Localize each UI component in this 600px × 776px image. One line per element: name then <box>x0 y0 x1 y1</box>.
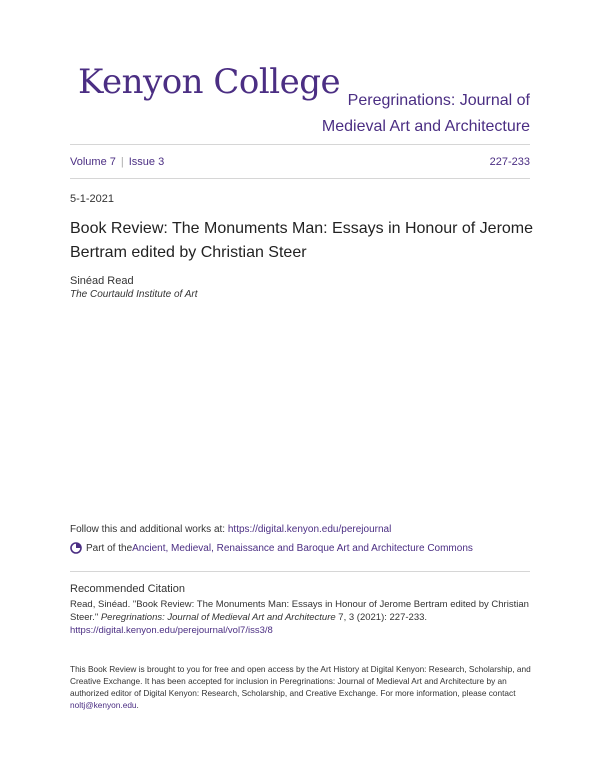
issue-link[interactable]: Issue 3 <box>128 156 165 168</box>
kenyon-college-logo: Kenyon College <box>78 62 341 102</box>
about-text: This Book Review is brought to you for free and open access by the Art History at Digital Kenyon: Research, Scholarship, and Creative Exchange. It has been accepted for inclusion in Peregrinations: Journal of Medieval Art and Architecture by an authorized editor of Digital Kenyon: Research, Scholarship, and Creative Exchange. For more information, please contact <box>70 664 531 698</box>
citation-url[interactable]: https://digital.kenyon.edu/perejournal/vol7/iss3/8 <box>70 625 273 636</box>
follow-prefix: Follow this and additional works at: <box>70 524 228 535</box>
about-notice <box>70 663 540 711</box>
citation-tail: 7, 3 (2021): 227-233. <box>335 612 428 623</box>
citation-journal: Peregrinations: Journal of Medieval Art and Architecture <box>100 612 336 623</box>
commons-link[interactable]: Ancient, Medieval, Renaissance and Baroque Art and Architecture Commons <box>132 542 473 554</box>
divider-mid <box>70 178 530 179</box>
about-end: . <box>136 700 139 710</box>
journal-title-line1: Peregrinations: Journal of <box>347 92 530 109</box>
journal-title-line2: Medieval Art and Architecture <box>321 118 530 135</box>
author-name: Sinéad Read <box>70 275 134 287</box>
author-affiliation: The Courtauld Institute of Art <box>70 289 198 300</box>
citation-body: Read, Sinéad. "Book Review: The Monuments Man: Essays in Honour of Jerome Bertram edited by Christian Steer." <box>70 599 529 623</box>
open-access-icon <box>70 542 82 554</box>
volume-link[interactable]: Volume 7 <box>70 156 116 168</box>
contact-email-link[interactable]: noltj@kenyon.edu <box>70 700 137 710</box>
citation-heading: Recommended Citation <box>70 583 185 595</box>
issue-info <box>70 156 164 168</box>
citation-text <box>70 598 540 637</box>
partof-prefix: Part of the <box>86 542 133 554</box>
publication-date: 5-1-2021 <box>70 193 115 205</box>
journal-title[interactable] <box>322 88 530 140</box>
part-of-line <box>70 542 473 554</box>
follow-line <box>70 524 391 535</box>
follow-link[interactable]: https://digital.kenyon.edu/perejournal <box>227 524 392 535</box>
separator: | <box>120 156 124 168</box>
divider-top <box>70 144 530 145</box>
page-range: 227-233 <box>489 156 530 168</box>
divider-citation <box>70 571 530 572</box>
article-title: Book Review: The Monuments Man: Essays in Honour of Jerome Bertram edited by Christian Steer <box>70 220 534 261</box>
